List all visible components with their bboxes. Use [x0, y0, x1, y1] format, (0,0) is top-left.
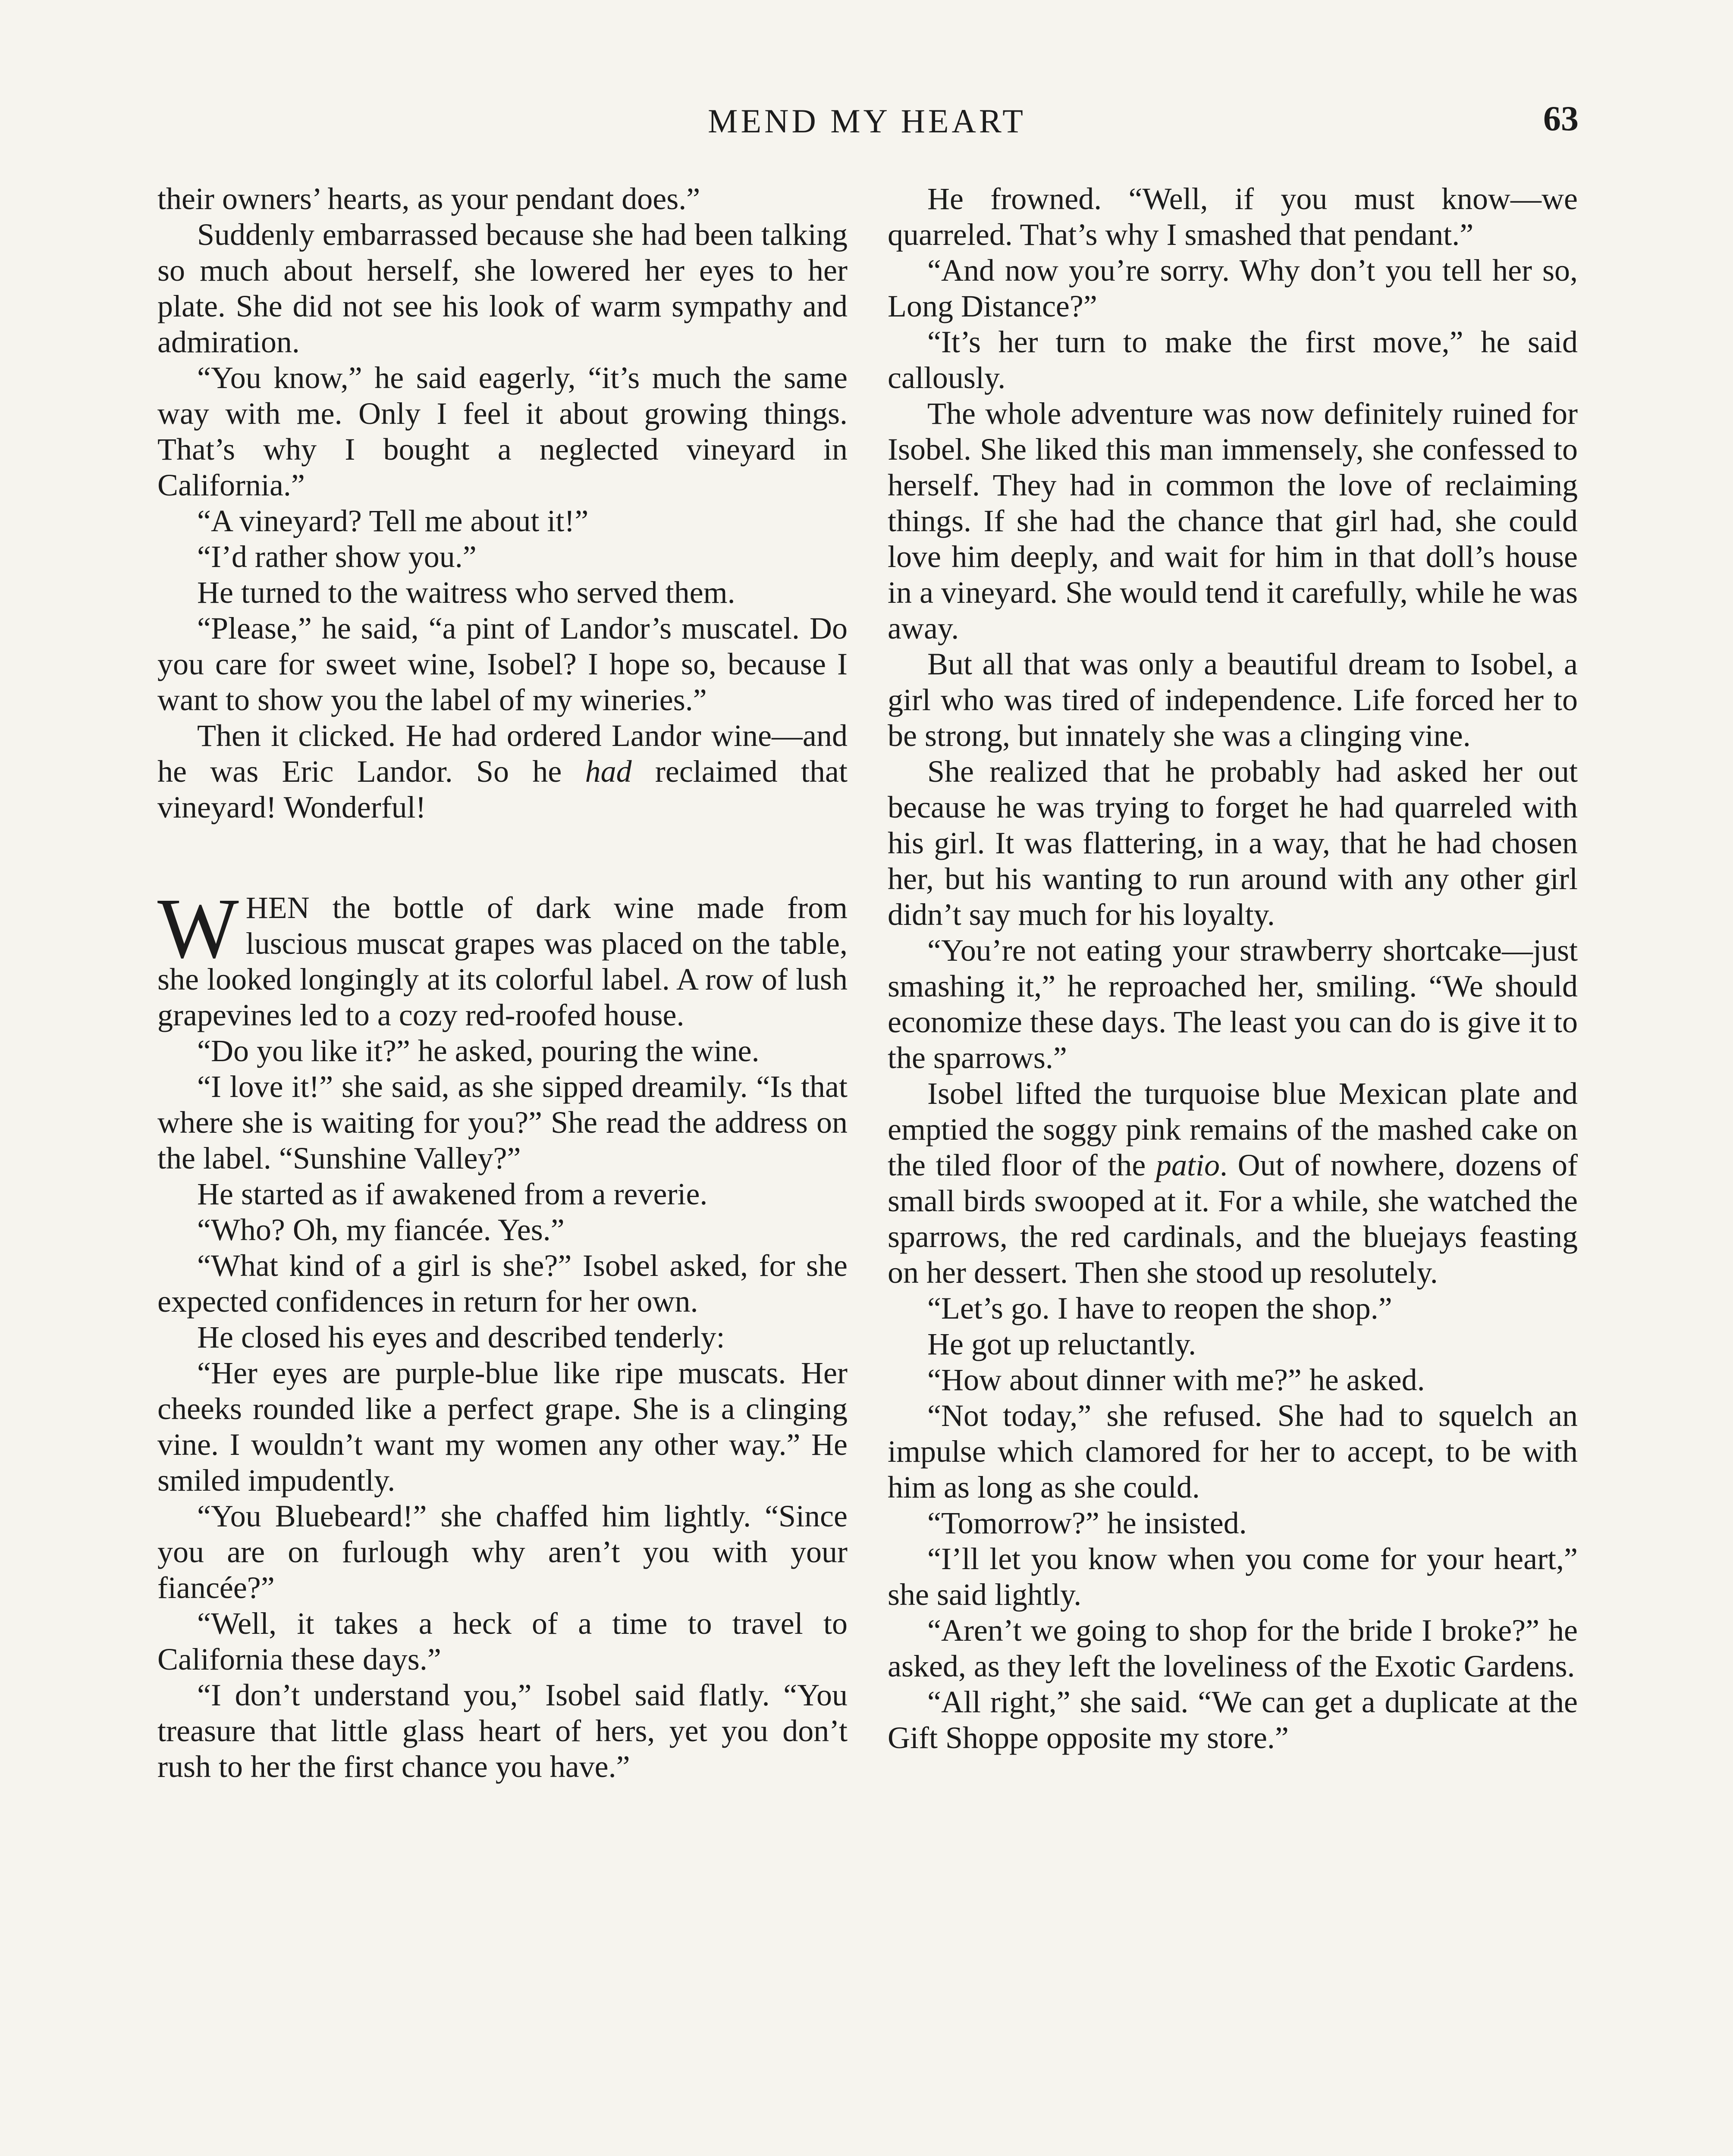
paragraph: He started as if awakened from a reverie. [197, 1177, 708, 1211]
text-run: reclaimed that vineyard! Wonderful! [157, 754, 848, 824]
paragraph: “I’d rather show you.” [197, 539, 477, 574]
paragraph: He got up reluctantly. [927, 1327, 1196, 1361]
dropcap-paragraph [157, 881, 848, 1033]
paragraph: “I don’t understand you,” Isobel said flatly. “You treasure that little glass heart of hers, yet you don’t rush to her the first chance you have.” [157, 1678, 848, 1784]
paragraph: “Let’s go. I have to reopen the shop.” [927, 1291, 1392, 1326]
paragraph: He frowned. “Well, if you must know—we quarreled. That’s why I smashed that pendant.” [888, 182, 1578, 252]
paragraph: “Tomorrow?” he insisted. [927, 1506, 1247, 1540]
text-run: . Out of nowhere, dozens of small birds swooped at it. For a while, she watched the sparrows, the red cardinals, and the bluejays feasting on her dessert. Then she stood up resolutely. [888, 1148, 1578, 1290]
paragraph: “Not today,” she refused. She had to squelch an impulse which clamored for her to accept, to be with him as long as she could. [888, 1398, 1578, 1504]
text-run: Isobel lifted the turquoise blue Mexican plate and emptied the soggy pink remains of the mashed cake on the tiled floor of the [888, 1076, 1578, 1182]
paragraph: “Do you like it?” he asked, pouring the wine. [197, 1034, 760, 1068]
paragraph: “You Bluebeard!” she chaffed him lightly. “Since you are on furlough why aren’t you with your fiancée?” [157, 1499, 848, 1605]
paragraph: She realized that he probably had asked her out because he was trying to forget he had quarreled with his girl. It was flattering, in a way, that he had chosen her, but his wanting to run around with any other girl didn’t say much for his loyalty. [888, 754, 1578, 932]
paragraph: He closed his eyes and described tenderly: [197, 1320, 725, 1354]
text-run: HEN the bottle of dark wine made from luscious muscat grapes was placed on the table, she looked longingly at its colorful label. A row of lush grapevines led to a cozy red-roofed house. [157, 890, 848, 1032]
paragraph: “A vineyard? Tell me about it!” [197, 504, 589, 538]
paragraph: “All right,” she said. “We can get a duplicate at the Gift Shoppe opposite my store.” [888, 1685, 1578, 1755]
paragraph: “How about dinner with me?” he asked. [927, 1363, 1425, 1397]
italic-emphasis: patio [1156, 1148, 1220, 1182]
paragraph: But all that was only a beautiful dream to Isobel, a girl who was tired of independence. Life forced her to be strong, but innately she was a clinging vine. [888, 647, 1578, 753]
paragraph: “I’ll let you know when you come for your heart,” she said lightly. [888, 1542, 1578, 1612]
paragraph: “You know,” he said eagerly, “it’s much the same way with me. Only I feel it about growing things. That’s why I bought a neglected vineyard in California.” [157, 360, 848, 502]
page-number: 63 [1543, 99, 1579, 138]
paragraph: “Aren’t we going to shop for the bride I broke?” he asked, as they left the loveliness of the Exotic Gardens. [888, 1613, 1578, 1683]
paragraph: He turned to the waitress who served them. [197, 575, 735, 610]
paragraph-patio [888, 1076, 1578, 1291]
italic-emphasis: had [585, 754, 632, 789]
section-break [157, 825, 848, 890]
page-header [155, 98, 1579, 150]
right-column [888, 181, 1578, 2156]
paragraph: The whole adventure was now definitely ruined for Isobel. She liked this man immensely, she confessed to herself. They had in common the love of reclaiming things. If she had the chance that girl had, she could love him deeply, and wait for him in that doll’s house in a vineyard. She would tend it carefully, while he was away. [888, 396, 1578, 646]
paragraph: their owners’ hearts, as your pendant does.” [157, 182, 700, 216]
paragraph: “What kind of a girl is she?” Isobel asked, for she expected confidences in return for her own. [157, 1248, 848, 1319]
paragraph: “Well, it takes a heck of a time to travel to California these days.” [157, 1606, 848, 1677]
paragraph: “And now you’re sorry. Why don’t you tell her so, Long Distance?” [888, 253, 1578, 323]
paragraph: “Please,” he said, “a pint of Landor’s muscatel. Do you care for sweet wine, Isobel? I hope so, because I want to show you the label of my wineries.” [157, 611, 848, 717]
left-column [157, 181, 848, 2156]
paragraph: “It’s her turn to make the first move,” he said callously. [888, 325, 1578, 395]
paragraph: “Who? Oh, my fiancée. Yes.” [197, 1213, 565, 1247]
paragraph: “Her eyes are purple-blue like ripe muscats. Her cheeks rounded like a perfect grape. She is a clinging vine. I wouldn’t want my women any other way.” He smiled impudently. [157, 1356, 848, 1498]
paragraph: “I love it!” she said, as she sipped dreamily. “Is that where she is waiting for you?” She read the address on the label. “Sunshine Valley?” [157, 1069, 848, 1175]
text-run: Then it clicked. He had ordered Landor wine—and he was Eric Landor. So he [157, 718, 848, 789]
drop-cap: W [157, 881, 239, 976]
running-title: MEND MY HEART [708, 102, 1026, 140]
paragraph: “You’re not eating your strawberry shortcake—just smashing it,” he reproached her, smiling. “We should economize these days. The least you can do is give it to the sparrows.” [888, 933, 1578, 1075]
paragraph: Suddenly embarrassed because she had been talking so much about herself, she lowered her eyes to her plate. She did not see his look of warm sympathy and admiration. [157, 217, 848, 359]
paragraph-clicked [157, 718, 848, 825]
